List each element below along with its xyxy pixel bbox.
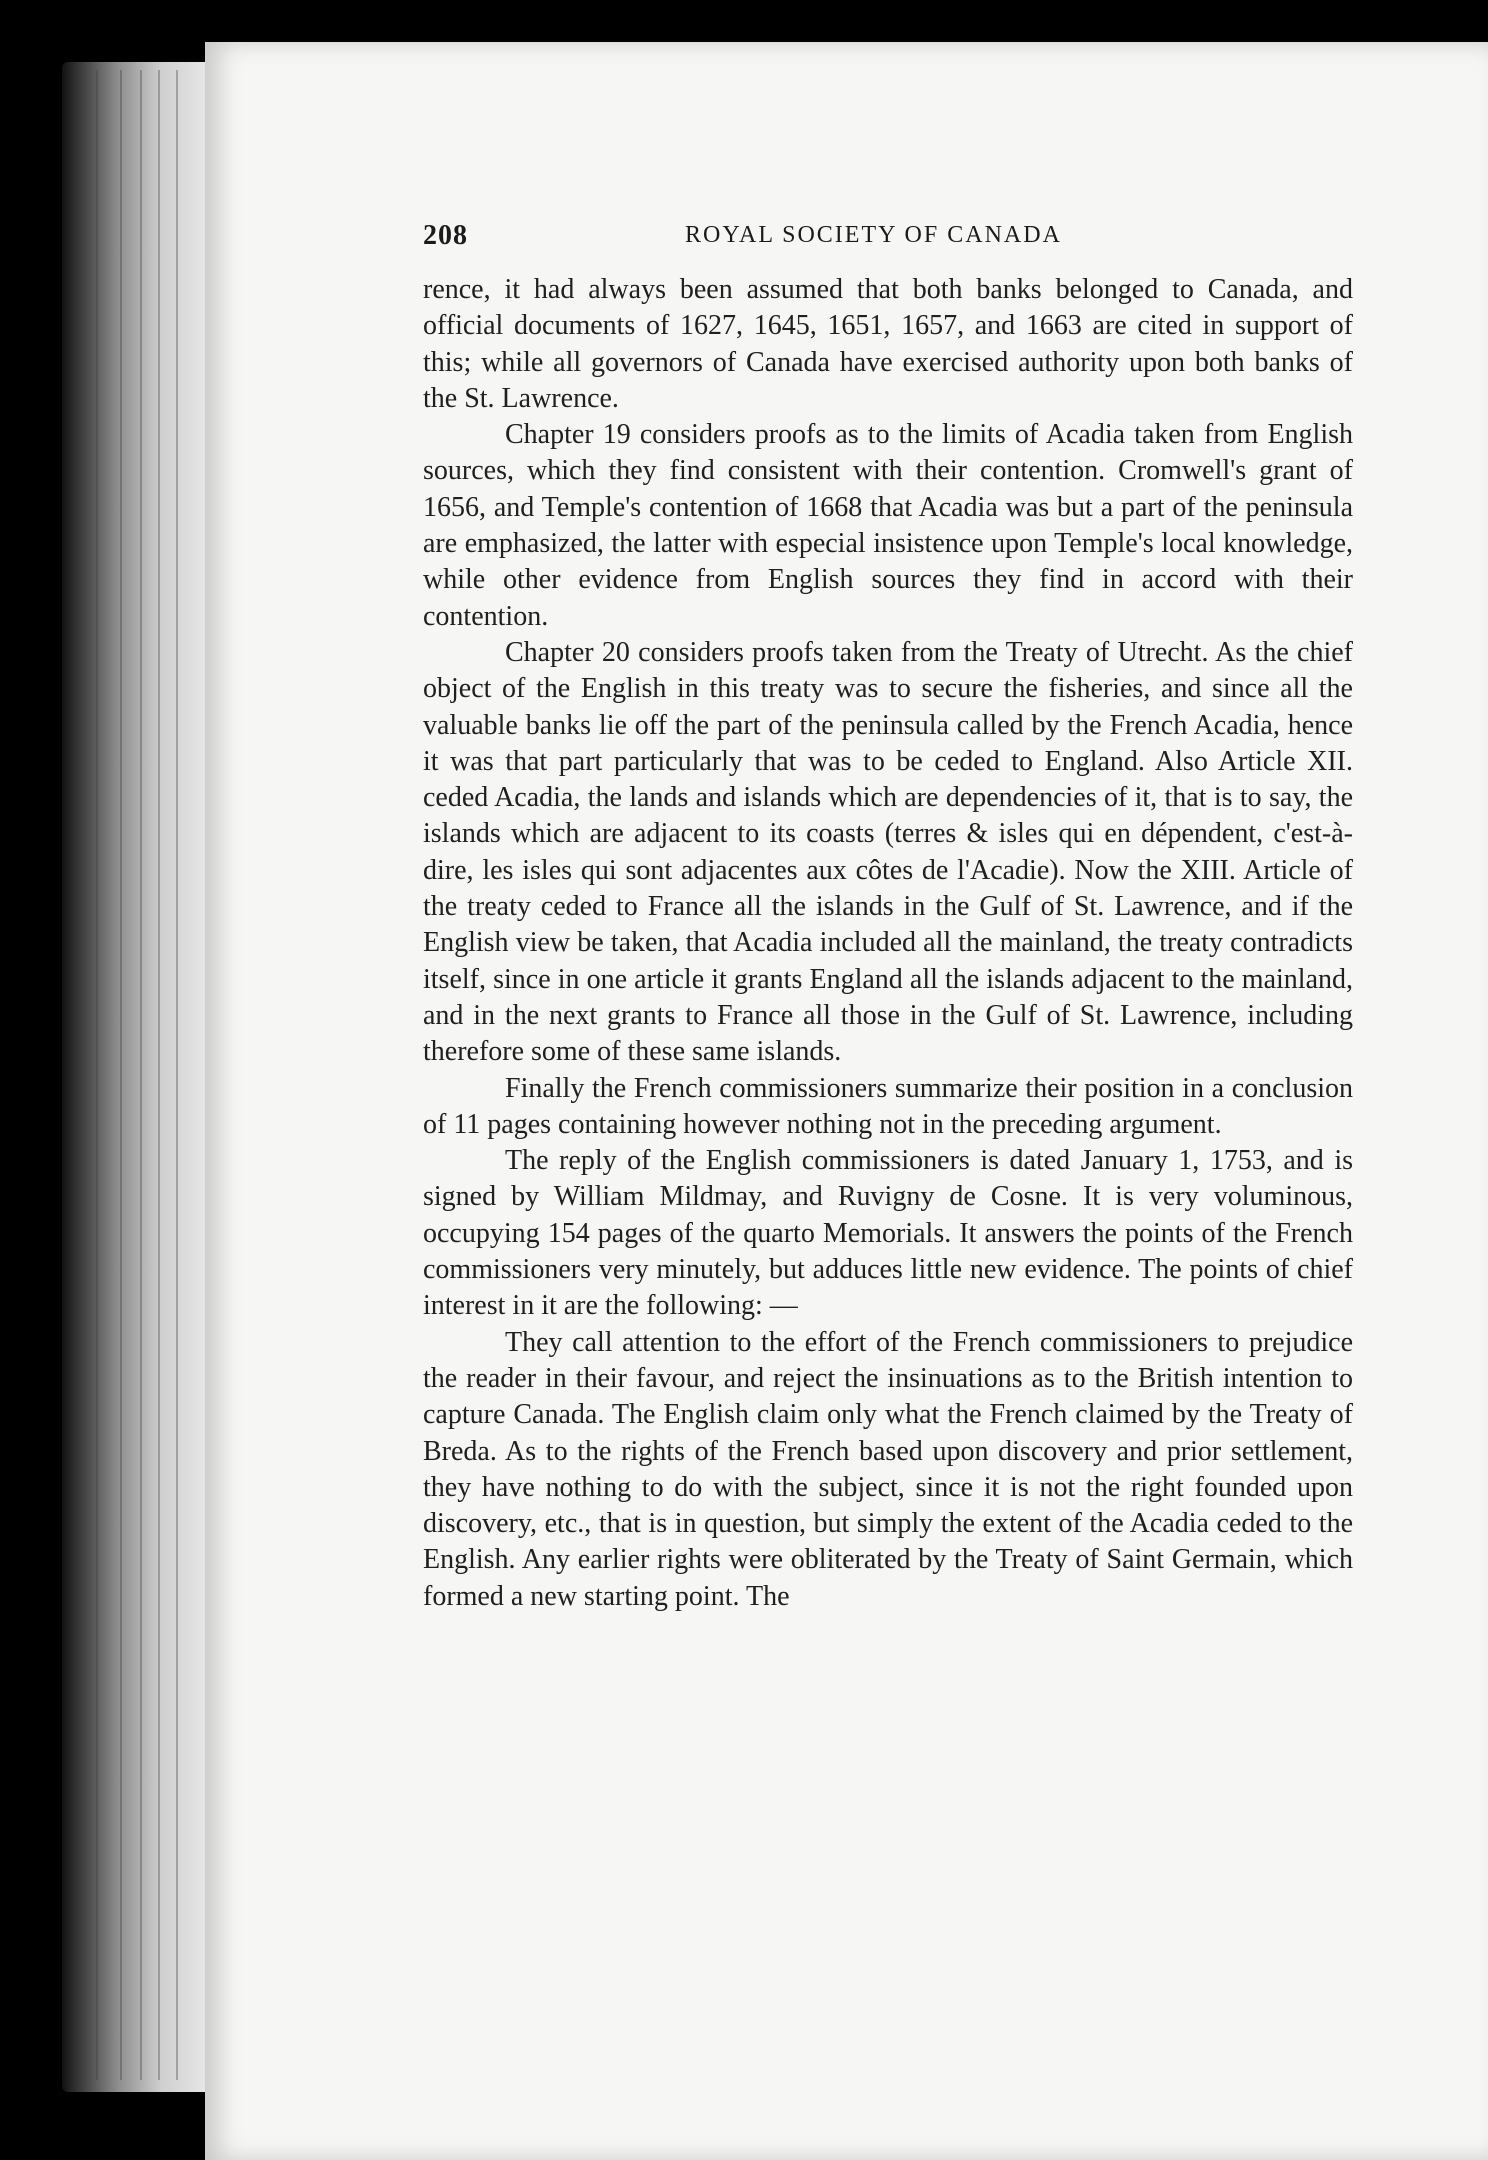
paragraph: Finally the French commissioners summarize their position in a conclusion of 11 pages containing however nothing not in the preceding argument. bbox=[423, 1072, 1353, 1140]
page-edge-line bbox=[120, 70, 122, 2080]
paragraph: The reply of the English commissioners is dated January 1, 1753, and is signed by William Mildmay, and Ruvigny de Cosne. It is very voluminous, occupying 154 pages of the quarto Memorials. It answers the points of the French commissioners very minutely, but adduces little new evidence. The points of chief interest in it are the following: — bbox=[423, 1145, 1353, 1322]
paragraph: Chapter 19 considers proofs as to the limits of Acadia taken from English sources, which they find consistent with their contention. Cromwell's grant of 1656, and Temple's contention of 1668 that Acadia was but a part of the peninsula are emphasized, the latter with especial insistence upon Temple's local knowledge, while other evidence from English sources they find in accord with their contention. bbox=[423, 419, 1353, 632]
page-edge-line bbox=[158, 70, 160, 2080]
page-edge-line bbox=[96, 70, 98, 2080]
paragraph: They call attention to the effort of the French commissioners to prejudice the reader in their favour, and reject the insinuations as to the British intention to capture Canada. The English claim only what the French claimed by the Treaty of Breda. As to the rights of the French based upon discovery and prior settlement, they have nothing to do with the subject, since it is not the right founded upon discovery, etc., that is in question, but simply the extent of the Acadia ceded to the English. Any earlier rights were obliterated by the Treaty of Saint Germain, which formed a new starting point. The bbox=[423, 1326, 1353, 1612]
body-text bbox=[423, 272, 1353, 1615]
paragraph: rence, it had always been assumed that both banks belonged to Canada, and official documents of 1627, 1645, 1651, 1657, and 1663 are cited in support of this; while all governors of Canada have exercised authority upon both banks of the St. Lawrence. bbox=[423, 274, 1353, 414]
page-header bbox=[423, 220, 1353, 260]
page-edge-line bbox=[140, 70, 142, 2080]
page-edge-line bbox=[176, 70, 178, 2080]
page-number: 208 bbox=[423, 220, 468, 251]
running-head: ROYAL SOCIETY OF CANADA bbox=[685, 222, 1062, 248]
paragraph: Chapter 20 considers proofs taken from the Treaty of Utrecht. As the chief object of the English in this treaty was to secure the fisheries, and since all the valuable banks lie off the part of the peninsula called by the French Acadia, hence it was that part particularly that was to be ceded to England. Also Article XII. ceded Acadia, the lands and islands which are dependencies of it, that is to say, the islands which are adjacent to its coasts (terres & isles qui en dépendent, c'est-à-dire, les isles qui sont adjacentes aux côtes de l'Acadie). Now the XIII. Article of the treaty ceded to France all the islands in the Gulf of St. Lawrence, and if the English view be taken, that Acadia included all the mainland, the treaty contradicts itself, since in one article it grants England all the islands adjacent to the mainland, and in the next grants to France all those in the Gulf of St. Lawrence, including therefore some of these same islands. bbox=[423, 636, 1353, 1068]
